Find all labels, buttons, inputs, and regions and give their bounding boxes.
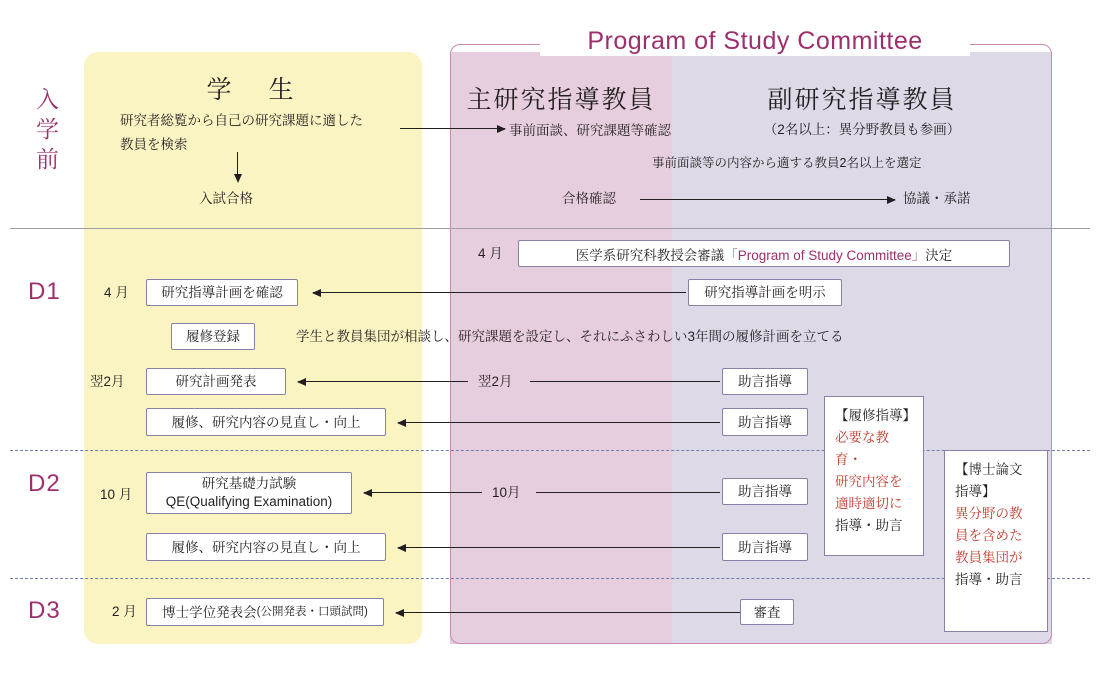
panel-hakase-accent-2: 員を含めた — [955, 528, 1023, 543]
pre-student-search-line1: 研究者総覧から自己の研究課題に適した — [120, 113, 363, 128]
psc-decision-box — [518, 240, 1010, 267]
arrow-advice2-to-student — [398, 422, 720, 423]
page-title: Program of Study Committee — [540, 27, 970, 56]
pre-pass-confirm: 合格確認 — [562, 191, 616, 206]
panel-hakase-heading-2: 指導】 — [955, 484, 996, 499]
column-heading-main-advisor: 主研究指導教員 — [466, 86, 656, 114]
pre-select-note: 事前面談等の内容から適する教員2名以上を選定 — [652, 156, 922, 170]
box-d1-review: 履修、研究内容の見直し・向上 — [146, 408, 386, 436]
d3-defense-sub: (公開発表・口頭試問) — [256, 605, 368, 618]
panel-risyu-heading: 【履修指導】 — [835, 408, 916, 423]
arrow-review-to-student — [396, 612, 740, 613]
arrow-main-to-sub-approve — [640, 199, 895, 200]
psc-decision-month: 4 月 — [478, 246, 503, 261]
arrow-advice1-to-student-a — [298, 381, 468, 382]
stage-label-pre-admission — [28, 84, 68, 174]
panel-hakase-heading-1: 【博士論文 — [955, 462, 1023, 477]
stage-pre-char-1: 入 — [36, 86, 60, 112]
panel-hakase-accent-3: 教員集団が — [955, 550, 1023, 565]
stage-label-d1: D1 — [28, 278, 61, 305]
panel-risyu-accent-1: 必要な教育・ — [835, 430, 889, 467]
box-d2-advice-4: 助言指導 — [722, 533, 808, 561]
panel-course-guidance — [824, 396, 924, 556]
psc-decision-text-post: 決定 — [925, 247, 953, 263]
d2-qe-line1: 研究基礎力試験 — [201, 476, 297, 491]
arrow-advice1-to-student-b — [530, 381, 720, 382]
d2-month-oct-left: 10 月 — [100, 487, 133, 502]
pre-main-meeting: 事前面談、研究課題等確認 — [509, 123, 671, 138]
panel-risyu-accent-3: 適時適切に — [835, 496, 903, 511]
column-heading-sub-advisor: 副研究指導教員 — [767, 86, 957, 114]
separator-d1-d2 — [10, 450, 1090, 451]
stage-pre-char-2: 学 — [36, 116, 60, 142]
box-d2-advice-3: 助言指導 — [722, 478, 808, 505]
psc-decision-text-pre: 医学系研究科教授会審議 — [575, 247, 725, 263]
psc-decision-text-quoted: 「Program of Study Committee」 — [724, 247, 926, 263]
stage-label-d3: D3 — [28, 597, 61, 624]
box-d1-plan-check: 研究指導計画を確認 — [146, 279, 298, 306]
arrow-advice4-to-student — [398, 547, 720, 548]
arrow-advice3-to-student-b — [536, 492, 720, 493]
separator-pre-d1 — [10, 228, 1090, 229]
d1-month-next-feb-left: 翌2月 — [90, 374, 125, 389]
box-d2-review: 履修、研究内容の見直し・向上 — [146, 533, 386, 561]
box-d1-registration: 履修登録 — [171, 323, 255, 350]
box-d1-plan-show: 研究指導計画を明示 — [688, 279, 842, 306]
box-d1-advice-2: 助言指導 — [722, 408, 808, 436]
arrow-down-to-exam-pass — [237, 152, 238, 174]
panel-risyu-accent-2: 研究内容を — [835, 474, 903, 489]
column-heading-student: 学 生 — [206, 76, 300, 104]
d2-month-oct-mid: 10月 — [492, 485, 521, 500]
separator-d2-d3 — [10, 578, 1090, 579]
d3-month-feb: 2 月 — [112, 604, 137, 619]
panel-hakase-tail: 指導・助言 — [955, 572, 1023, 587]
sub-advisor-note: （2名以上：異分野教員も参画） — [763, 122, 961, 137]
stage-pre-char-3: 前 — [36, 146, 60, 172]
box-d1-plan-presentation: 研究計画発表 — [146, 368, 286, 395]
arrow-student-to-main — [400, 128, 505, 129]
box-d3-defense — [146, 598, 384, 626]
panel-hakase-accent-1: 異分野の教 — [955, 506, 1023, 521]
box-d2-qe — [146, 472, 352, 514]
d2-qe-line2: QE(Qualifying Examination) — [165, 494, 333, 509]
arrow-advice3-to-student-a — [364, 492, 482, 493]
pre-consult-approve: 協議・承諾 — [903, 191, 971, 206]
box-d3-review: 審査 — [740, 599, 794, 625]
d1-consult-note: 学生と教員集団が相談し、研究課題を設定し、それにふさわしい3年間の履修計画を立てる — [296, 329, 844, 344]
box-d1-advice-1: 助言指導 — [722, 368, 808, 395]
d1-month-apr: 4 月 — [104, 285, 129, 300]
pre-student-search-line2: 教員を検索 — [120, 137, 188, 152]
pre-student-exam-pass: 入試合格 — [199, 191, 253, 206]
stage-label-d2: D2 — [28, 470, 61, 497]
panel-dissertation-guidance — [944, 450, 1048, 632]
panel-risyu-tail: 指導・助言 — [835, 518, 903, 533]
d1-month-next-feb-mid: 翌2月 — [478, 374, 513, 389]
d3-defense-main: 博士学位発表会 — [162, 604, 257, 620]
arrow-plan-show-to-student — [313, 292, 686, 293]
